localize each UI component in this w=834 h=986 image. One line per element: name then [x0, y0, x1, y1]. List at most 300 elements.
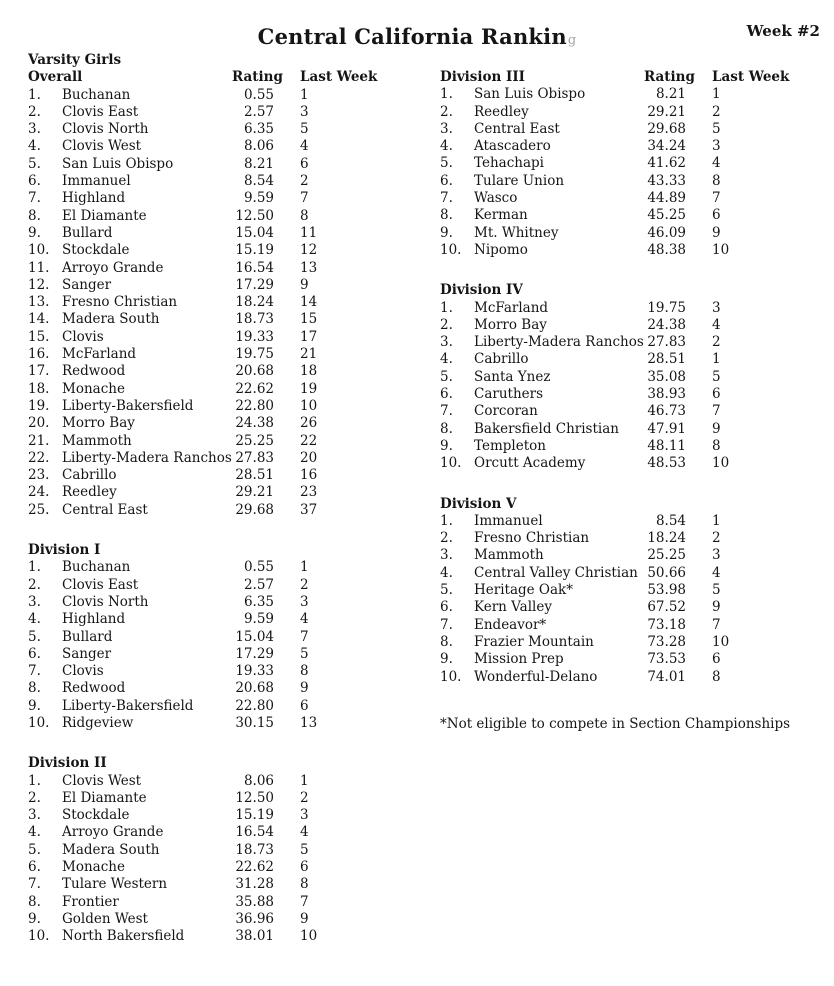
row-lastweek: 3	[712, 138, 721, 155]
row-team: Clovis East	[62, 103, 139, 120]
page-title-faint-tail: g	[567, 33, 577, 48]
row-lastweek: 2	[712, 103, 721, 120]
row-lastweek: 14	[300, 294, 318, 311]
row-rank: 1.	[440, 512, 453, 529]
row-lastweek: 3	[300, 807, 309, 824]
row-rating: 16.54	[235, 259, 274, 276]
table-row	[28, 87, 413, 104]
row-team: Buchanan	[62, 559, 131, 576]
row-rating: 15.19	[235, 242, 274, 259]
row-team: Fresno Christian	[62, 294, 178, 311]
row-team: McFarland	[62, 346, 137, 363]
row-rank: 1.	[28, 86, 41, 103]
row-rating: 22.80	[235, 697, 274, 714]
table-row	[440, 121, 825, 138]
row-lastweek: 10	[300, 397, 318, 414]
table-row	[28, 381, 413, 398]
table-row	[28, 502, 413, 519]
row-rank: 9.	[440, 224, 453, 241]
table-row	[28, 173, 413, 190]
row-lastweek: 4	[712, 316, 721, 333]
row-team: Kern Valley	[474, 599, 552, 616]
row-rank: 23.	[28, 467, 50, 484]
row-team: Immanuel	[474, 512, 543, 529]
row-team: Stockdale	[62, 807, 130, 824]
footnote: *Not eligible to compete in Section Championships	[440, 715, 791, 732]
row-rating: 15.04	[235, 628, 274, 645]
row-rank: 6.	[28, 173, 41, 190]
row-rating: 67.52	[647, 599, 686, 616]
row-lastweek: 1	[300, 86, 309, 103]
table-row	[28, 121, 413, 138]
row-team: Arroyo Grande	[62, 259, 164, 276]
row-rank: 18.	[28, 380, 50, 397]
rating-column-header	[232, 755, 274, 772]
lastweek-column-header: Last Week	[300, 69, 378, 86]
row-rating: 15.04	[235, 224, 274, 241]
row-lastweek: 6	[712, 651, 721, 668]
week-label: Week #2	[746, 22, 820, 40]
table-title: Division V	[440, 495, 517, 512]
row-lastweek: 13	[300, 714, 318, 731]
table-row	[28, 208, 413, 225]
row-lastweek: 4	[712, 155, 721, 172]
row-rank: 3.	[440, 334, 453, 351]
row-team: Clovis	[62, 328, 104, 345]
right-column	[440, 69, 825, 733]
row-team: Cabrillo	[474, 351, 529, 368]
row-team: Endeavor*	[474, 616, 547, 633]
row-team: Caruthers	[474, 386, 544, 403]
rating-column-header: Rating	[232, 69, 283, 86]
row-lastweek: 10	[712, 241, 730, 258]
row-rank: 1.	[440, 299, 453, 316]
row-rank: 6.	[440, 386, 453, 403]
row-rank: 12.	[28, 276, 50, 293]
table-row	[28, 790, 413, 807]
row-lastweek: 1	[712, 512, 721, 529]
row-lastweek: 18	[300, 363, 318, 380]
table-row	[440, 438, 825, 455]
row-lastweek: 12	[300, 242, 318, 259]
row-team: Monache	[62, 380, 125, 397]
table-row	[28, 680, 413, 697]
row-lastweek: 6	[712, 207, 721, 224]
ranking-table-division-iv	[440, 282, 825, 472]
table-row	[28, 190, 413, 207]
table-row	[440, 155, 825, 172]
row-lastweek: 10	[712, 455, 730, 472]
table-row	[440, 369, 825, 386]
row-rating: 8.06	[243, 138, 274, 155]
table-row	[28, 807, 413, 824]
row-team: Tehachapi	[474, 155, 544, 172]
row-rank: 8.	[440, 207, 453, 224]
table-row	[28, 450, 413, 467]
row-rank: 2.	[440, 530, 453, 547]
row-rating: 45.25	[647, 207, 686, 224]
row-rank: 4.	[28, 611, 41, 628]
table-row	[440, 207, 825, 224]
row-lastweek: 2	[712, 530, 721, 547]
row-rating: 9.59	[243, 190, 274, 207]
row-rating: 27.83	[235, 449, 274, 466]
row-rating: 28.51	[235, 467, 274, 484]
row-rank: 10.	[440, 668, 462, 685]
row-lastweek: 6	[300, 697, 309, 714]
row-team: Mt. Whitney	[474, 224, 559, 241]
row-rank: 2.	[28, 576, 41, 593]
table-row	[440, 530, 825, 547]
table-row	[440, 617, 825, 634]
table-row	[28, 559, 413, 576]
row-team: Central Valley Christian	[474, 564, 638, 581]
row-team: El Diamante	[62, 789, 147, 806]
row-lastweek: 5	[300, 645, 309, 662]
table-header-row	[440, 69, 825, 86]
row-lastweek: 11	[300, 224, 318, 241]
table-row	[28, 311, 413, 328]
row-rating: 43.33	[647, 172, 686, 189]
row-team: Bullard	[62, 224, 113, 241]
table-row	[28, 294, 413, 311]
row-lastweek: 1	[300, 559, 309, 576]
row-rank: 5.	[28, 155, 41, 172]
row-rank: 10.	[440, 455, 462, 472]
row-rank: 9.	[28, 224, 41, 241]
table-row	[440, 403, 825, 420]
rating-column-header: Rating	[644, 69, 695, 85]
table-row	[440, 582, 825, 599]
row-lastweek: 7	[712, 190, 721, 207]
row-team: Frazier Mountain	[474, 633, 594, 650]
row-lastweek: 2	[300, 576, 309, 593]
row-rank: 4.	[440, 138, 453, 155]
row-rating: 2.57	[243, 576, 274, 593]
row-team: Central East	[474, 120, 560, 137]
row-rank: 20.	[28, 415, 50, 432]
row-lastweek: 4	[712, 564, 721, 581]
row-rank: 8.	[28, 680, 41, 697]
ranking-table-overall	[28, 52, 413, 519]
row-team: Heritage Oak*	[474, 582, 573, 599]
row-rating: 19.75	[647, 299, 686, 316]
table-row	[28, 894, 413, 911]
row-team: Liberty-Bakersfield	[62, 697, 194, 714]
row-lastweek: 3	[300, 103, 309, 120]
row-team: Sanger	[62, 645, 112, 662]
row-rank: 6.	[28, 645, 41, 662]
row-rating: 38.93	[647, 386, 686, 403]
row-rank: 4.	[28, 824, 41, 841]
lastweek-column-header: Last Week	[712, 69, 790, 85]
table-row	[28, 415, 413, 432]
row-team: Buchanan	[62, 86, 131, 103]
row-rating: 73.18	[647, 616, 686, 633]
row-rating: 29.68	[647, 120, 686, 137]
page-title-text: Central California Rankin	[257, 24, 567, 49]
row-lastweek: 8	[300, 207, 309, 224]
row-team: Tulare Western	[62, 876, 168, 893]
row-rating: 16.54	[235, 824, 274, 841]
row-lastweek: 23	[300, 484, 318, 501]
row-rank: 9.	[28, 910, 41, 927]
row-team: Immanuel	[62, 173, 131, 190]
row-rating: 29.68	[235, 501, 274, 518]
row-rank: 15.	[28, 328, 50, 345]
row-lastweek: 8	[712, 437, 721, 454]
table-row	[440, 317, 825, 334]
row-rank: 4.	[440, 351, 453, 368]
row-lastweek: 5	[712, 368, 721, 385]
table-row	[440, 300, 825, 317]
row-rank: 7.	[440, 190, 453, 207]
row-team: Stockdale	[62, 242, 130, 259]
row-rating: 15.19	[235, 807, 274, 824]
row-rating: 12.50	[235, 789, 274, 806]
row-lastweek: 16	[300, 467, 318, 484]
row-lastweek: 5	[712, 582, 721, 599]
row-lastweek: 6	[712, 386, 721, 403]
row-rank: 11.	[28, 259, 50, 276]
table-row	[440, 669, 825, 686]
row-rank: 3.	[440, 547, 453, 564]
row-team: San Luis Obispo	[474, 86, 586, 103]
table-row	[28, 138, 413, 155]
row-lastweek: 1	[712, 351, 721, 368]
row-rating: 47.91	[647, 420, 686, 437]
row-lastweek: 13	[300, 259, 318, 276]
table-row	[28, 329, 413, 346]
lastweek-column-header	[686, 282, 825, 299]
row-rank: 8.	[440, 633, 453, 650]
row-rating: 73.53	[647, 651, 686, 668]
row-rank: 13.	[28, 294, 50, 311]
row-lastweek: 8	[712, 172, 721, 189]
row-rating: 6.35	[243, 593, 274, 610]
row-rating: 46.73	[647, 403, 686, 420]
row-rating: 19.33	[235, 663, 274, 680]
row-rank: 7.	[28, 190, 41, 207]
row-lastweek: 3	[712, 299, 721, 316]
row-rank: 5.	[440, 155, 453, 172]
row-rating: 46.09	[647, 224, 686, 241]
row-rating: 44.89	[647, 190, 686, 207]
row-lastweek: 17	[300, 328, 318, 345]
table-title: Division III	[440, 69, 526, 85]
document-header	[0, 24, 834, 52]
row-rating: 24.38	[647, 316, 686, 333]
table-row	[440, 190, 825, 207]
table-row	[28, 433, 413, 450]
row-rank: 9.	[440, 651, 453, 668]
row-team: Morro Bay	[474, 316, 547, 333]
row-team: Redwood	[62, 363, 126, 380]
row-team: Clovis North	[62, 121, 149, 138]
table-title: Division I	[28, 542, 101, 559]
table-row	[440, 634, 825, 651]
table-row	[28, 363, 413, 380]
row-lastweek: 4	[300, 138, 309, 155]
table-row	[440, 547, 825, 564]
row-rating: 20.68	[235, 363, 274, 380]
table-row	[28, 277, 413, 294]
row-rating: 19.75	[235, 346, 274, 363]
left-column	[28, 52, 413, 969]
row-rank: 3.	[28, 593, 41, 610]
row-lastweek: 2	[300, 789, 309, 806]
row-team: Atascadero	[474, 138, 551, 155]
ranking-table-division-ii	[28, 755, 413, 945]
table-row	[28, 629, 413, 646]
row-rating: 29.21	[647, 103, 686, 120]
row-lastweek: 5	[300, 121, 309, 138]
row-lastweek: 26	[300, 415, 318, 432]
table-row	[440, 455, 825, 472]
row-lastweek: 37	[300, 501, 318, 518]
row-rating: 53.98	[647, 582, 686, 599]
row-lastweek: 4	[300, 824, 309, 841]
row-rank: 25.	[28, 501, 50, 518]
row-rank: 7.	[440, 403, 453, 420]
table-row	[28, 842, 413, 859]
table-row	[28, 928, 413, 945]
row-lastweek: 8	[300, 876, 309, 893]
row-lastweek: 9	[300, 910, 309, 927]
row-lastweek: 8	[300, 663, 309, 680]
row-rank: 2.	[28, 789, 41, 806]
row-rank: 4.	[440, 564, 453, 581]
row-lastweek: 9	[712, 420, 721, 437]
row-lastweek: 2	[300, 173, 309, 190]
row-rating: 19.33	[235, 328, 274, 345]
row-rating: 74.01	[647, 668, 686, 685]
row-team: Madera South	[62, 311, 160, 328]
table-row	[28, 260, 413, 277]
row-team: Mammoth	[62, 432, 132, 449]
table-row	[440, 86, 825, 103]
table-row	[440, 513, 825, 530]
row-rating: 18.24	[647, 530, 686, 547]
row-rating: 12.50	[235, 207, 274, 224]
table-row	[440, 104, 825, 121]
row-rank: 8.	[28, 207, 41, 224]
row-lastweek: 7	[712, 616, 721, 633]
row-lastweek: 7	[300, 628, 309, 645]
table-header-row	[28, 542, 413, 559]
row-lastweek: 3	[712, 547, 721, 564]
row-rank: 9.	[440, 437, 453, 454]
row-rating: 8.21	[655, 86, 686, 103]
row-rating: 28.51	[647, 351, 686, 368]
row-team: Reedley	[474, 103, 529, 120]
row-rank: 7.	[440, 616, 453, 633]
row-rank: 6.	[440, 172, 453, 189]
row-lastweek: 1	[712, 86, 721, 103]
row-team: Santa Ynez	[474, 368, 551, 385]
row-rating: 48.11	[647, 437, 686, 454]
table-row	[28, 104, 413, 121]
row-lastweek: 4	[300, 611, 309, 628]
row-rank: 9.	[28, 697, 41, 714]
row-rating: 25.25	[235, 432, 274, 449]
row-team: Morro Bay	[62, 415, 135, 432]
row-rank: 10.	[440, 241, 462, 258]
row-rating: 36.96	[235, 910, 274, 927]
row-rank: 6.	[28, 859, 41, 876]
row-rating: 22.62	[235, 859, 274, 876]
row-team: Bakersfield Christian	[474, 420, 619, 437]
row-rank: 1.	[440, 86, 453, 103]
row-rating: 8.54	[243, 173, 274, 190]
table-row	[440, 421, 825, 438]
row-lastweek: 10	[712, 633, 730, 650]
table-preheading: Varsity Girls	[28, 52, 122, 68]
row-team: Highland	[62, 190, 126, 207]
table-row	[28, 577, 413, 594]
row-rank: 1.	[28, 559, 41, 576]
row-lastweek: 6	[300, 859, 309, 876]
row-team: Liberty-Madera Ranchos	[474, 334, 644, 351]
table-row	[28, 824, 413, 841]
row-rating: 24.38	[235, 415, 274, 432]
row-team: Golden West	[62, 910, 148, 927]
row-team: Tulare Union	[474, 172, 565, 189]
row-team: Clovis East	[62, 576, 139, 593]
table-row	[28, 346, 413, 363]
row-rank: 22.	[28, 449, 50, 466]
page-title	[0, 24, 834, 49]
row-rank: 24.	[28, 484, 50, 501]
row-lastweek: 15	[300, 311, 318, 328]
row-team: Wonderful-Delano	[474, 668, 598, 685]
row-rank: 7.	[28, 663, 41, 680]
row-team: Bullard	[62, 628, 113, 645]
row-team: El Diamante	[62, 207, 147, 224]
row-lastweek: 5	[712, 120, 721, 137]
row-rating: 48.38	[647, 241, 686, 258]
row-rating: 18.73	[235, 841, 274, 858]
row-lastweek: 21	[300, 346, 318, 363]
row-rank: 8.	[28, 893, 41, 910]
row-team: Frontier	[62, 893, 119, 910]
row-team: Fresno Christian	[474, 530, 590, 547]
table-row	[440, 334, 825, 351]
table-row	[28, 646, 413, 663]
row-lastweek: 3	[300, 593, 309, 610]
table-row	[440, 242, 825, 259]
row-team: Templeton	[474, 437, 546, 454]
row-team: Cabrillo	[62, 467, 117, 484]
row-rank: 5.	[440, 582, 453, 599]
row-team: Nipomo	[474, 241, 528, 258]
row-team: Highland	[62, 611, 126, 628]
row-rank: 7.	[28, 876, 41, 893]
table-row	[440, 138, 825, 155]
table-title: Overall	[28, 69, 83, 86]
row-team: Mammoth	[474, 547, 544, 564]
table-header-row	[28, 755, 413, 772]
row-lastweek: 1	[300, 772, 309, 789]
row-team: Sanger	[62, 276, 112, 293]
row-rating: 29.21	[235, 484, 274, 501]
row-rating: 17.29	[235, 645, 274, 662]
ranking-table-division-v	[440, 496, 825, 686]
row-rating: 2.57	[243, 103, 274, 120]
row-rating: 6.35	[243, 121, 274, 138]
row-rating: 30.15	[235, 714, 274, 731]
table-row	[440, 651, 825, 668]
